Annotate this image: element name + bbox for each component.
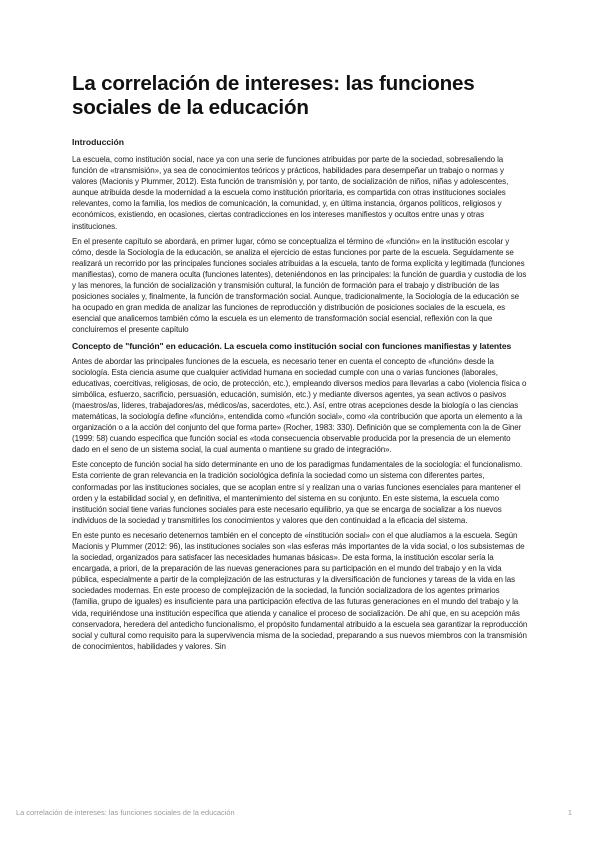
paragraph: Este concepto de función social ha sido determinante en uno de los paradigmas fundamentales de la sociología: el funcionalismo. Esta corriente de gran relevancia en la tradición sociológica definía la sociedad como un sistema con diferentes partes, conformadas por las instituciones sociales, que se acoplan entre sí y realizan una o varias funciones esenciales para mantener el orden y la estabilidad social y, en definitiva, el mantenimiento del sistema en su conjunto. En este sistema, la escuela como institución social tiene varias funciones sociales para este necesario equilibrio, ya que se encarga de socializar a los nuevos individuos de la sociedad y transmitirles los conocimientos y valores que den continuidad a la eficacia del sistema.: [72, 460, 523, 525]
footer-title: La correlación de intereses: las funciones sociales de la educación: [16, 808, 235, 817]
page-number: 1: [567, 808, 572, 817]
page-footer: [16, 808, 572, 817]
intro-heading: Introducción: [72, 137, 125, 147]
paragraph: En el presente capítulo se abordará, en primer lugar, cómo se conceptualiza el término de «función» en la institución escolar y cómo, desde la Sociología de la educación, se analiza el ejercicio de estas funciones por parte de la escuela. Seguidamente se realizará un recorrido por las principales funciones sociales atribuidas a la escuela, tanto de forma explícita y legitimada (funciones manifiestas), como de manera oculta (funciones latentes), deteniéndonos en las principales: la función de guardia y custodia de los y las menores, la función de socialización y transmisión cultural, la función de formación para el trabajo y distribución de las posiciones sociales y, finalmente, la función de transformación social. Aunque, tradicionalmente, la Sociología de la educación se ha ocupado en gran medida de analizar las funciones de reproducción y distribución de posiciones sociales de la escuela, es esencial que analicemos también cómo la escuela es un elemento de transformación social esencial, reflexión con la que concluiremos el presente capítulo: [72, 236, 527, 335]
page-title: La correlación de intereses: las funciones sociales de la educación: [72, 72, 475, 119]
paragraph: En este punto es necesario detenernos también en el concepto de «institución social» con el que aludíamos a la escuela. Según Macionis y Plummer (2012: 96), las instituciones sociales son «las esferas más importantes de la vida social, o los subsistemas de la sociedad, organizados para satisfacer las necesidades humanas básicas». De esta forma, la institución escolar sería la encargada, a priori, de la preparación de las nuevas generaciones para su participación en el mundo del trabajo y en la vida pública, especialmente a partir de la complejización de las estructuras y la diversificación de funciones y tareas de la vida en las sociedades modernas. En este proceso de complejización de la sociedad, la función socializadora de los agentes primarios (familia, grupo de iguales) es insuficiente para una participación efectiva de las futuras generaciones en el mundo del trabajo y la vida, requiriéndose una institución específica que atienda y canalice el proceso de socialización. De ahí que, en su acepción más conservadora, heredera del antedicho funcionalismo, el propósito fundamental atribuido a la escuela sea garantizar la reproducción social y cultural como requisito para la supervivencia misma de la sociedad, preparando a sus nuevos miembros con la transmisión de conocimientos, habilidades y valores. Sin: [72, 530, 528, 651]
paragraph: Antes de abordar las principales funciones de la escuela, es necesario tener en cuenta el concepto de «función» desde la sociología. Esta ciencia asume que cualquier actividad humana en sociedad cumple con una o varias funciones (laborales, educativas, coercitivas, religiosas, de ocio, de protección, etc.), empleando diversos medios para llevarlas a cabo (violencia física o simbólica, esfuerzo, sacrificio, persuasión, educación, sumisión, etc.) y mediante diversos agentes, ya sean activos o pasivos (maestros/as, líderes, trabajadores/as, médicos/as, sacerdotes, etc.). Así, entre otras acepciones desde la biología o las ciencias matemáticas, la sociología define «función», entendida como «función social», como «la contribución que aporta un elemento a la organización o a la acción del conjunto del que forma parte» (Rocher, 1983: 330). Definición que se complementa con la de Giner (1999: 58) cuando especifica que función social es «toda consecuencia observable producida por la presencia de un elemento dado en el seno de un sistema social, la cual aumenta o mantiene su grado de integración».: [72, 356, 527, 455]
paragraph: La escuela, como institución social, nace ya con una serie de funciones atribuidas por parte de la sociedad, sobresaliendo la función de «transmisión», ya sea de conocimientos teóricos y prácticos, habilidades para desempeñar un trabajo o normas y valores (Macionis y Plummer, 2012). Esta función de transmisión y, por tanto, de socialización de niños, niñas y adolescentes, aunque atribuida desde la modernidad a la escuela como institución prioritaria, es compartida con otras instituciones sociales relevantes, como la familia, los medios de comunicación, la comunidad, y, en última instancia, órganos políticos, religiosos y económicos, existiendo, en ocasiones, ciertas contradicciones en los intereses manifiestos y ocultos entre unas y otras instituciones.: [72, 155, 509, 231]
document-page: [72, 72, 528, 656]
section-heading: Concepto de "función" en educación. La escuela como institución social con funciones manifiestas y latentes: [72, 340, 512, 351]
